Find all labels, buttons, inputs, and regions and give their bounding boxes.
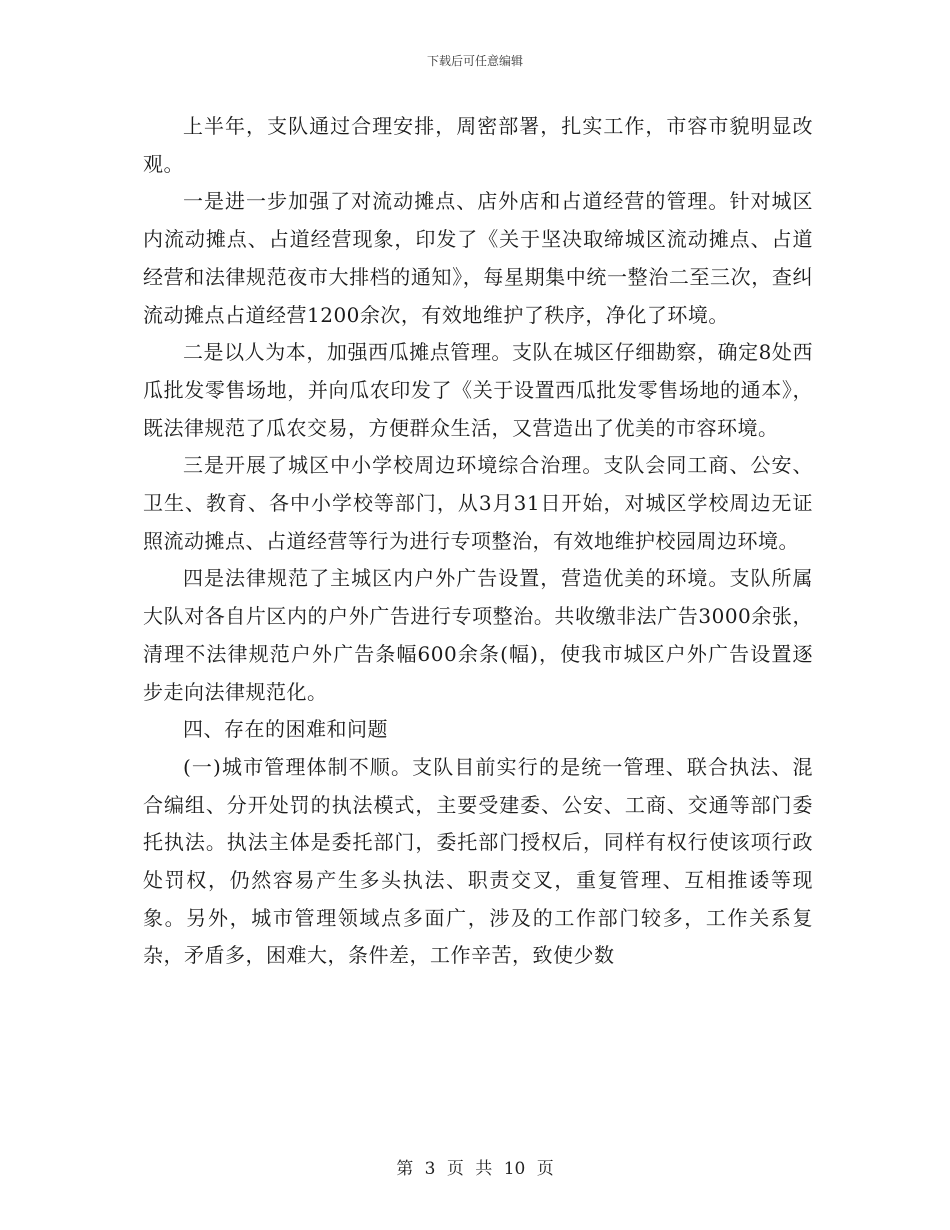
paragraph: 三是开展了城区中小学校周边环境综合治理。支队会同工商、公安、卫生、教育、各中小学校等部门，从3月31日开始，对城区学校周边无证照流动摊点、占道经营等行为进行专项整治，有效地维护校园周边环境。 [143, 453, 813, 553]
paragraph: 二是以人为本，加强西瓜摊点管理。支队在城区仔细勘察，确定8处西瓜批发零售场地，并向瓜农印发了《关于设置西瓜批发零售场地的通本》，既法律规范了瓜农交易，方便群众生活，又营造出了优美的市容环境。 [143, 340, 813, 440]
page-header-note: 下载后可任意编辑 [426, 54, 523, 68]
paragraph: 上半年，支队通过合理安排，周密部署，扎实工作，市容市貌明显改观。 [143, 114, 813, 176]
section-heading: 四、存在的困难和问题 [183, 717, 388, 742]
paragraph: (一)城市管理体制不顺。支队目前实行的是统一管理、联合执法、混合编组、分开处罚的执法模式，主要受建委、公安、工商、交通等部门委托执法。执法主体是委托部门，委托部门授权后，同样有权行使该项行政处罚权，仍然容易产生多头执法、职责交叉，重复管理、互相推诿等现象。另外，城市管理领域点多面广，涉及的工作部门较多，工作关系复杂，矛盾多，困难大，条件差，工作辛苦，致使少数 [143, 754, 813, 968]
paragraph: 一是进一步加强了对流动摊点、店外店和占道经营的管理。针对城区内流动摊点、占道经营现象，印发了《关于坚决取缔城区流动摊点、占道经营和法律规范夜市大排档的通知》，每星期集中统一整治二至三次，查纠流动摊点占道经营1200余次，有效地维护了秩序，净化了环境。 [143, 189, 813, 327]
paragraph: 四是法律规范了主城区内户外广告设置，营造优美的环境。支队所属大队对各自片区内的户外广告进行专项整治。共收缴非法广告3000余张，清理不法律规范户外广告条幅600余条(幅)，使我市城区户外广告设置逐步走向法律规范化。 [143, 566, 813, 704]
page-number-footer: 第 3 页 共 10 页 [396, 1159, 554, 1179]
document-body [143, 108, 813, 975]
